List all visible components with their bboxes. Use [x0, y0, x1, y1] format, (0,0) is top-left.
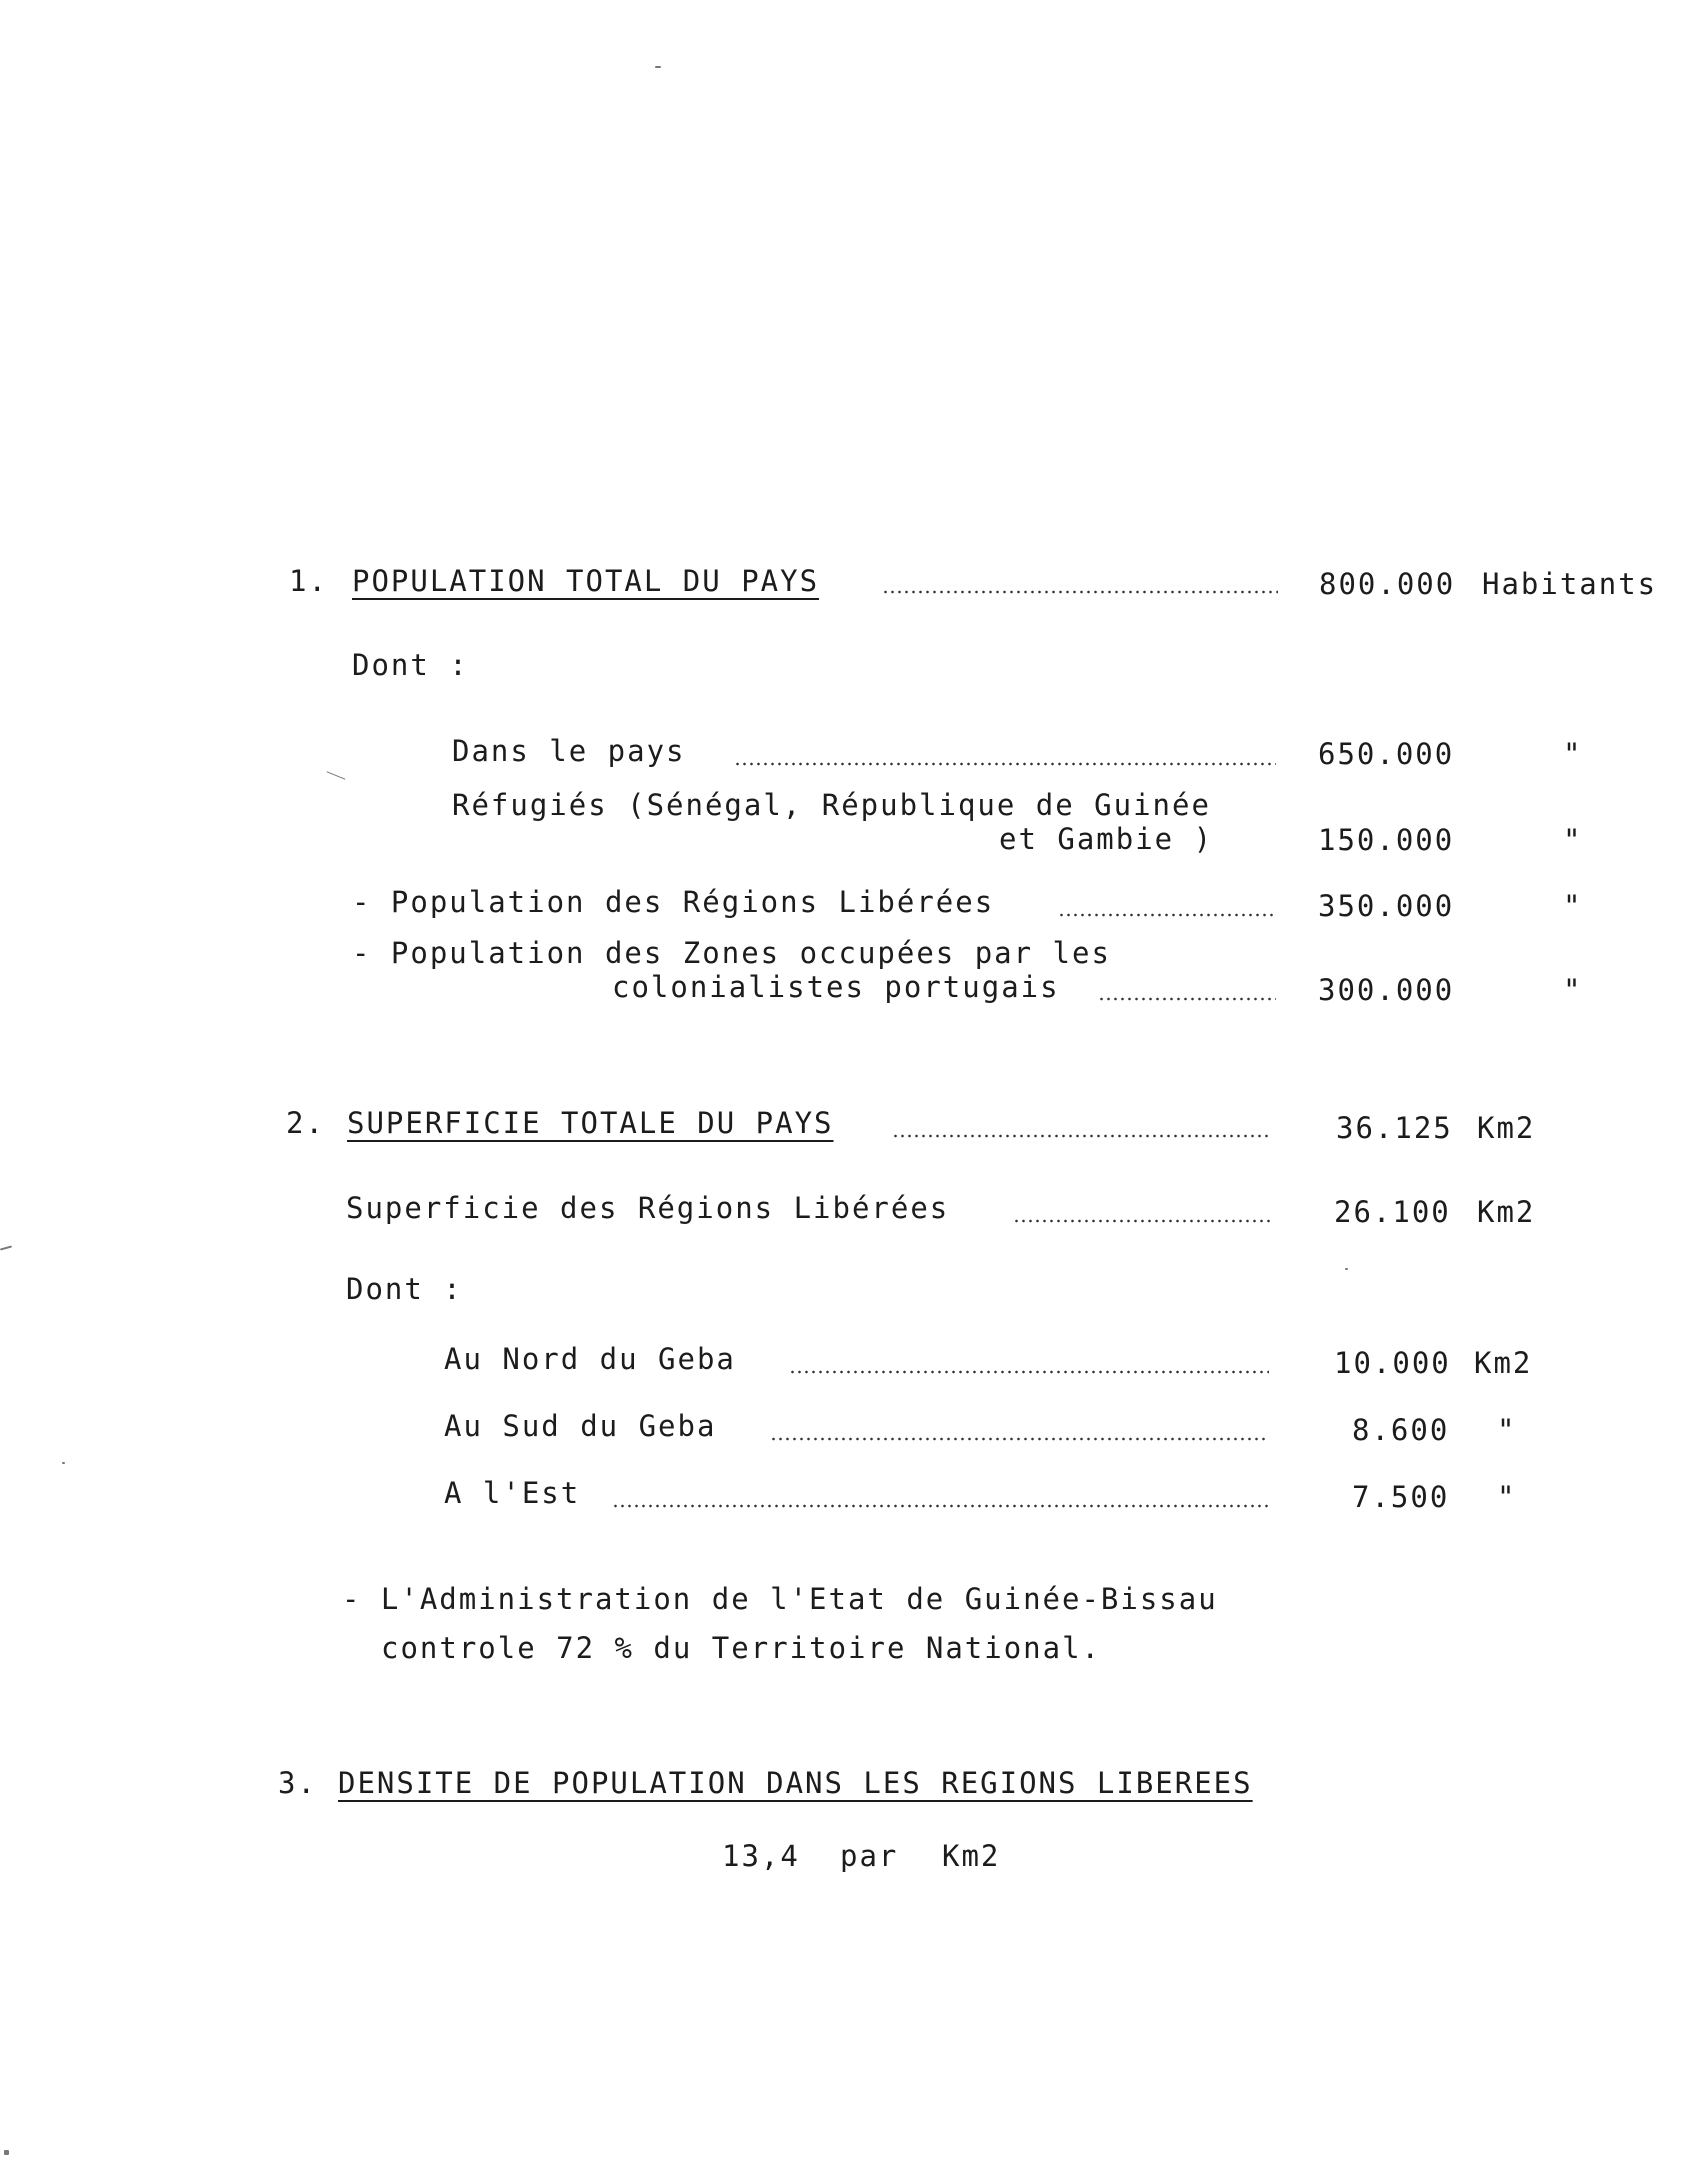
- section2-row-value: 7.500: [1352, 1480, 1450, 1514]
- section2-row-unit: ": [1497, 1413, 1517, 1447]
- section2-row-label: A l'Est: [444, 1476, 581, 1510]
- section1-row-value: 350.000: [1318, 889, 1455, 923]
- section1-row-label: Dans le pays: [452, 734, 686, 768]
- section2-note-line1: - L'Administration de l'Etat de Guinée-Bissau: [342, 1582, 1218, 1616]
- section2-row-label: Au Nord du Geba: [444, 1342, 736, 1376]
- section1-row-unit: ": [1563, 973, 1583, 1007]
- leader-dots: [1013, 1219, 1272, 1223]
- section3-number: 3.: [278, 1766, 317, 1800]
- leader-dots: [770, 1437, 1269, 1441]
- section1-row-value: 150.000: [1318, 823, 1455, 857]
- section3-title: DENSITE DE POPULATION DANS LES REGIONS LIBEREES: [338, 1766, 1253, 1800]
- leader-dots: [789, 1370, 1269, 1374]
- section2-total-value: 36.125: [1336, 1111, 1453, 1145]
- section2-liberated-value: 26.100: [1334, 1195, 1451, 1229]
- section2-row-unit: ": [1497, 1480, 1517, 1514]
- leader-dots: [734, 762, 1276, 766]
- section1-row-label: - Population des Régions Libérées: [352, 885, 995, 919]
- leader-dots: [1058, 913, 1276, 917]
- section1-number: 1.: [289, 564, 328, 598]
- scan-speck: [0, 1245, 12, 1250]
- section1-row-value: 650.000: [1318, 737, 1455, 771]
- section3-value: 13,4: [722, 1839, 800, 1873]
- scan-speck: [62, 1462, 65, 1464]
- section1-title: POPULATION TOTAL DU PAYS: [352, 564, 820, 598]
- scan-speck: [327, 771, 346, 779]
- section1-row-label-line1: Réfugiés (Sénégal, République de Guinée: [452, 788, 1211, 822]
- section1-dont: Dont :: [352, 648, 469, 682]
- section1-row-label-line2: colonialistes portugais: [612, 970, 1060, 1004]
- section2-note-line2: controle 72 % du Territoire National.: [381, 1631, 1102, 1665]
- scan-speck: [1345, 1268, 1348, 1270]
- leader-dots: [892, 1134, 1272, 1138]
- section2-dont: Dont :: [346, 1272, 463, 1306]
- section3-unit: Km2: [942, 1839, 1001, 1873]
- section2-row-value: 8.600: [1352, 1413, 1450, 1447]
- section1-row-unit: ": [1563, 889, 1583, 923]
- section1-row-value: 300.000: [1318, 973, 1455, 1007]
- section1-row-label-line2: et Gambie ): [999, 822, 1214, 856]
- section1-total-unit: Habitants: [1482, 567, 1658, 601]
- section2-row-value: 10.000: [1334, 1346, 1451, 1380]
- section2-liberated-unit: Km2: [1477, 1195, 1536, 1229]
- section2-row-label: Au Sud du Geba: [444, 1409, 717, 1443]
- leader-dots: [1098, 997, 1276, 1001]
- section2-liberated-label: Superficie des Régions Libérées: [346, 1191, 950, 1225]
- section1-total-value: 800.000: [1319, 567, 1456, 601]
- section2-title: SUPERFICIE TOTALE DU PAYS: [347, 1106, 834, 1140]
- section3-unit-word: par: [840, 1839, 899, 1873]
- section2-row-unit: Km2: [1474, 1346, 1533, 1380]
- leader-dots: [612, 1504, 1269, 1508]
- scan-speck: [655, 66, 661, 68]
- scan-speck: [4, 2150, 9, 2155]
- section2-total-unit: Km2: [1477, 1111, 1536, 1145]
- leader-dots: [882, 590, 1278, 594]
- section1-row-unit: ": [1563, 737, 1583, 771]
- section2-number: 2.: [286, 1106, 325, 1140]
- section1-row-unit: ": [1563, 823, 1583, 857]
- section1-row-label-line1: - Population des Zones occupées par les: [352, 936, 1111, 970]
